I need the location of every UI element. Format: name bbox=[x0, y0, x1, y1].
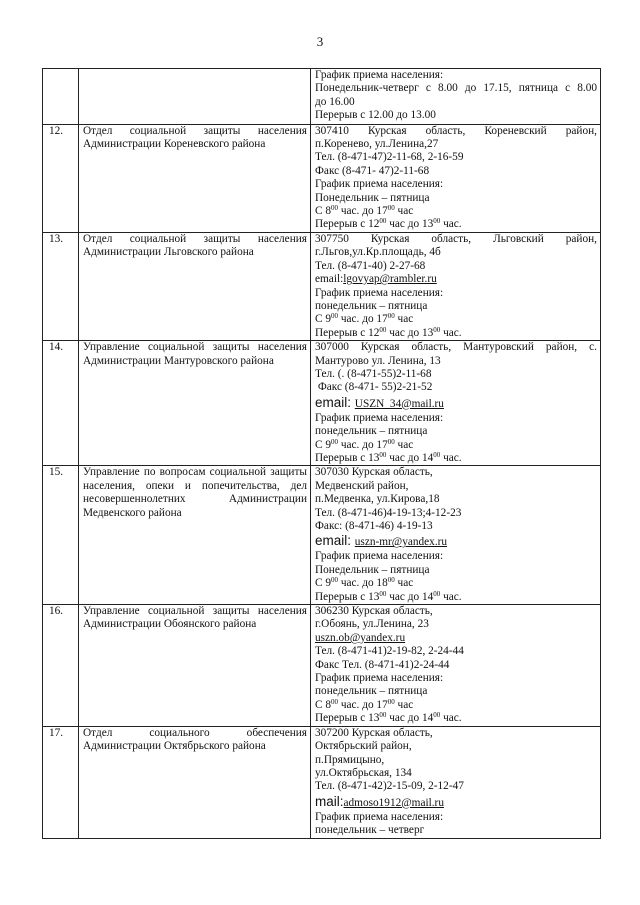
address-line: 307750 Курская область, Льговский район, bbox=[315, 232, 597, 245]
phone-line: Тел. (. (8-471-55)2-11-68 bbox=[315, 367, 432, 380]
schedule-heading: График приема населения: bbox=[315, 810, 444, 823]
address-line: Мантурово ул. Ленина, 13 bbox=[315, 354, 441, 367]
schedule-days: понедельник – пятница bbox=[315, 299, 428, 312]
phone-line: Тел. (8-471-47)2-11-68, 2-16-59 bbox=[315, 151, 464, 164]
email-link[interactable]: USZN_34@mail.ru bbox=[354, 397, 444, 410]
address-line: 307000 Курская область, Мантуровский район, с. bbox=[315, 341, 597, 354]
row-number: 15. bbox=[43, 466, 79, 605]
break-line: Перерыв с $13^{00}$ час до $14^{00}$ час. bbox=[315, 451, 462, 464]
email-line: email: USZN_34@mail.ru bbox=[315, 394, 444, 410]
contact-info bbox=[311, 726, 601, 838]
schedule-heading: График приема населения: bbox=[315, 178, 444, 191]
fax-line: Факс (8-471- 55)2-21-52 bbox=[315, 381, 433, 394]
phone-line: Тел. (8-471-46)4-19-13;4-12-23 bbox=[315, 506, 462, 519]
org-name: Управление социальной защиты населения Администрации Мантуровского района bbox=[79, 341, 311, 466]
email-link[interactable]: admoso1912@mail.ru bbox=[343, 796, 444, 809]
fax-line: Факс: (8-471-46) 4-19-13 bbox=[315, 520, 433, 532]
schedule-heading: График приема населения: bbox=[315, 411, 444, 424]
address-line: 307200 Курская область, bbox=[315, 726, 433, 739]
break-line: Перерыв с 12.00 до 13.00 bbox=[315, 109, 436, 122]
hours-line: С $9^{00}$ час. до $18^{00}$ час bbox=[315, 577, 414, 590]
table-row bbox=[43, 69, 601, 125]
table-row bbox=[43, 605, 601, 727]
address-line: п.Медвенка, ул.Кирова,18 bbox=[315, 493, 440, 506]
address-line: г.Льгов,ул.Кр.площадь, 4б bbox=[315, 246, 441, 259]
break-line: Перерыв с $13^{00}$ час до $14^{00}$ час. bbox=[315, 712, 462, 725]
table-row bbox=[43, 124, 601, 232]
schedule-line: до 16.00 bbox=[315, 95, 355, 108]
contact-info bbox=[311, 69, 601, 125]
hours-line: С $9^{00}$ час. до $17^{00}$ час bbox=[315, 313, 414, 326]
schedule-heading: График приема населения: bbox=[315, 69, 444, 81]
phone-line: Тел. (8-471-41)2-19-82, 2-24-44 bbox=[315, 645, 464, 658]
schedule-days: Понедельник – пятница bbox=[315, 563, 430, 576]
schedule-heading: График приема населения: bbox=[315, 286, 444, 299]
email-line bbox=[315, 632, 597, 645]
schedule-line: Понедельник-четверг с 8.00 до 17.15, пятница с 8.00 bbox=[315, 82, 597, 95]
table-row bbox=[43, 726, 601, 838]
org-name: Управление по вопросам социальной защиты населения, опеки и попечительства, дел несовершеннолетних Администрации Медвенского района bbox=[79, 466, 311, 605]
contact-info bbox=[311, 124, 601, 232]
break-line: Перерыв с $12^{00}$ час до $13^{00}$ час. bbox=[315, 326, 462, 339]
address-line: п.Коренево, ул.Ленина,27 bbox=[315, 138, 439, 151]
break-line: Перерыв с $12^{00}$ час до $13^{00}$ час. bbox=[315, 218, 462, 231]
page-number: 3 bbox=[316, 34, 324, 49]
org-name: Отдел социальной защиты населения Администрации Льговского района bbox=[79, 232, 311, 340]
contact-info bbox=[311, 232, 601, 340]
address-line: 306230 Курская область, bbox=[315, 605, 433, 618]
email-line: email: uszn-mr@yandex.ru bbox=[315, 533, 448, 549]
schedule-heading: График приема населения: bbox=[315, 672, 444, 685]
address-line: ул.Октябрьская, 134 bbox=[315, 766, 412, 779]
org-name: Отдел социального обеспечения Администрации Октябрьского района bbox=[79, 726, 311, 838]
table-row bbox=[43, 232, 601, 340]
schedule-days: понедельник – четверг bbox=[315, 824, 425, 837]
break-line: Перерыв с $13^{00}$ час до $14^{00}$ час. bbox=[315, 590, 462, 603]
table-row bbox=[43, 466, 601, 605]
phone-line: Тел. (8-471-42)2-15-09, 2-12-47 bbox=[315, 780, 464, 793]
org-name: Отдел социальной защиты населения Администрации Кореневского района bbox=[79, 124, 311, 232]
schedule-days: Понедельник – пятница bbox=[315, 191, 430, 204]
departments-table bbox=[42, 68, 601, 839]
contact-info bbox=[311, 605, 601, 727]
schedule-days: понедельник – пятница bbox=[315, 425, 428, 438]
hours-line: С $9^{00}$ час. до $17^{00}$ час bbox=[315, 438, 414, 451]
hours-line: С $8^{00}$ час. до $17^{00}$ час bbox=[315, 698, 414, 711]
fax-line: Факс (8-471- 47)2-11-68 bbox=[315, 164, 430, 177]
schedule-heading: График приема населения: bbox=[315, 550, 444, 563]
address-line: Медвенский район, bbox=[315, 479, 409, 492]
row-number: 13. bbox=[43, 232, 79, 340]
row-number: 16. bbox=[43, 605, 79, 727]
address-line: Октябрьский район, bbox=[315, 740, 412, 753]
email-link[interactable]: lgovyap@rambler.ru bbox=[343, 273, 437, 286]
address-line: 307030 Курская область, bbox=[315, 466, 433, 479]
address-line: п.Прямицыно, bbox=[315, 753, 385, 766]
org-name: Управление социальной защиты населения Администрации Обоянского района bbox=[79, 605, 311, 727]
schedule-days: понедельник – пятница bbox=[315, 685, 428, 698]
contact-info bbox=[311, 341, 601, 466]
contact-info bbox=[311, 466, 601, 605]
row-number: 12. bbox=[43, 124, 79, 232]
email-line: email:lgovyap@rambler.ru bbox=[315, 273, 437, 286]
row-number bbox=[43, 69, 79, 125]
table-row bbox=[43, 341, 601, 466]
address-line: 307410 Курская область, Кореневский район, bbox=[315, 124, 597, 137]
row-number: 14. bbox=[43, 341, 79, 466]
fax-line: Факс Тел. (8-471-41)2-24-44 bbox=[315, 658, 450, 671]
address-line: г.Обоянь, ул.Ленина, 23 bbox=[315, 618, 429, 631]
email-link[interactable]: uszn.ob@yandex.ru bbox=[315, 631, 406, 644]
org-name bbox=[79, 69, 311, 125]
email-link[interactable]: uszn-mr@yandex.ru bbox=[354, 536, 448, 549]
email-line: mail:admoso1912@mail.ru bbox=[315, 793, 444, 809]
hours-line: С $8^{00}$ час. до $17^{00}$ час bbox=[315, 205, 414, 218]
row-number: 17. bbox=[43, 726, 79, 838]
phone-line: Тел. (8-471-40) 2-27-68 bbox=[315, 259, 426, 272]
